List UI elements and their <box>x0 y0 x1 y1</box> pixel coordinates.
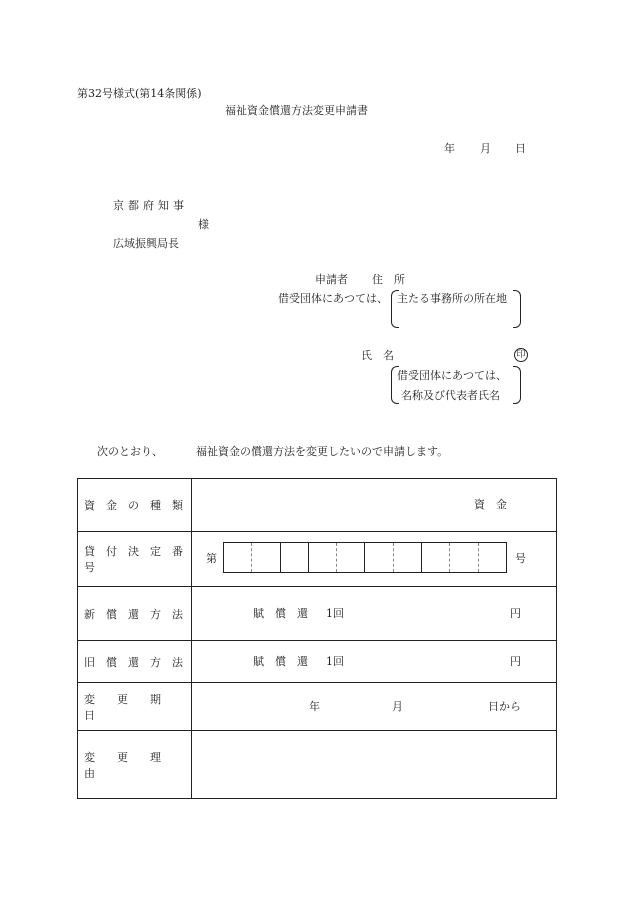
seal-mark: 印 <box>514 348 528 362</box>
address-bracket-right <box>513 290 521 328</box>
old-method-field[interactable] <box>192 641 557 683</box>
fund-type-field[interactable] <box>192 479 557 532</box>
change-date-day: 日から <box>488 700 521 713</box>
digit-box[interactable] <box>337 543 365 572</box>
table-row-new-method <box>78 587 557 641</box>
digit-box[interactable] <box>252 543 280 572</box>
addressee-honorific: 様 <box>198 218 209 231</box>
application-table <box>77 478 557 799</box>
org-note-address: 借受団体にあつては、 <box>278 292 388 305</box>
table-row-loan-number <box>78 532 557 587</box>
digit-box[interactable] <box>450 543 478 572</box>
table-row-change-date <box>78 683 557 731</box>
loan-number-suffix: 号 <box>515 552 526 565</box>
loan-number-field[interactable] <box>192 532 557 587</box>
old-method-yen: 円 <box>510 655 521 668</box>
date-month-label: 月 <box>480 142 491 155</box>
date-day-label: 日 <box>515 142 526 155</box>
digit-box[interactable] <box>281 543 309 572</box>
old-method-count: 1回 <box>326 655 344 668</box>
change-date-month: 月 <box>392 700 403 713</box>
document-title: 福祉資金償還方法変更申請書 <box>225 104 368 117</box>
change-reason-field[interactable] <box>192 731 557 799</box>
name-label: 氏 名 <box>361 349 394 362</box>
applicant-label: 申請者 <box>315 273 348 286</box>
date-year-label: 年 <box>444 142 455 155</box>
change-date-label: 変 更 期 日 <box>78 683 192 731</box>
form-number-label: 第32号様式(第14条関係) <box>77 87 202 100</box>
addressee-governor: 京都府知事 <box>113 199 188 212</box>
new-method-yen: 円 <box>510 607 521 620</box>
statement-part2: 福祉資金の償還方法を変更したいので申請します。 <box>196 445 449 458</box>
new-method-label: 新 償 還 方 法 <box>78 587 192 641</box>
digit-box[interactable] <box>394 543 422 572</box>
name-bracket-right <box>513 366 521 404</box>
loan-number-digit-boxes[interactable] <box>223 542 507 573</box>
table-row-old-method <box>78 641 557 683</box>
digit-box[interactable] <box>479 543 506 572</box>
table-row-fund-type <box>78 479 557 532</box>
new-method-installment: 賦 償 還 <box>253 607 308 620</box>
change-reason-label: 変 更 理 由 <box>78 731 192 799</box>
addressee-bureau: 広域振興局長 <box>113 237 179 250</box>
loan-number-label: 貸 付 決 定 番 号 <box>78 532 192 587</box>
table-row-change-reason <box>78 731 557 799</box>
digit-box[interactable] <box>422 543 450 572</box>
old-method-installment: 賦 償 還 <box>253 655 308 668</box>
digit-box[interactable] <box>224 543 252 572</box>
old-method-label: 旧 償 還 方 法 <box>78 641 192 683</box>
fund-type-suffix: 資 金 <box>474 498 507 511</box>
address-label: 住 所 <box>372 273 405 286</box>
new-method-count: 1回 <box>326 607 344 620</box>
address-note: 主たる事務所の所在地 <box>397 292 507 305</box>
name-note-line1: 借受団体にあつては、 <box>397 369 507 382</box>
change-date-year: 年 <box>309 700 320 713</box>
digit-box[interactable] <box>365 543 393 572</box>
fund-type-label: 資 金 の 種 類 <box>78 479 192 532</box>
loan-number-prefix: 第 <box>206 552 217 565</box>
change-date-field[interactable] <box>192 683 557 731</box>
name-note-line2: 名称及び代表者氏名 <box>401 389 500 402</box>
statement-part1: 次のとおり、 <box>97 445 163 458</box>
digit-box[interactable] <box>309 543 337 572</box>
new-method-field[interactable] <box>192 587 557 641</box>
